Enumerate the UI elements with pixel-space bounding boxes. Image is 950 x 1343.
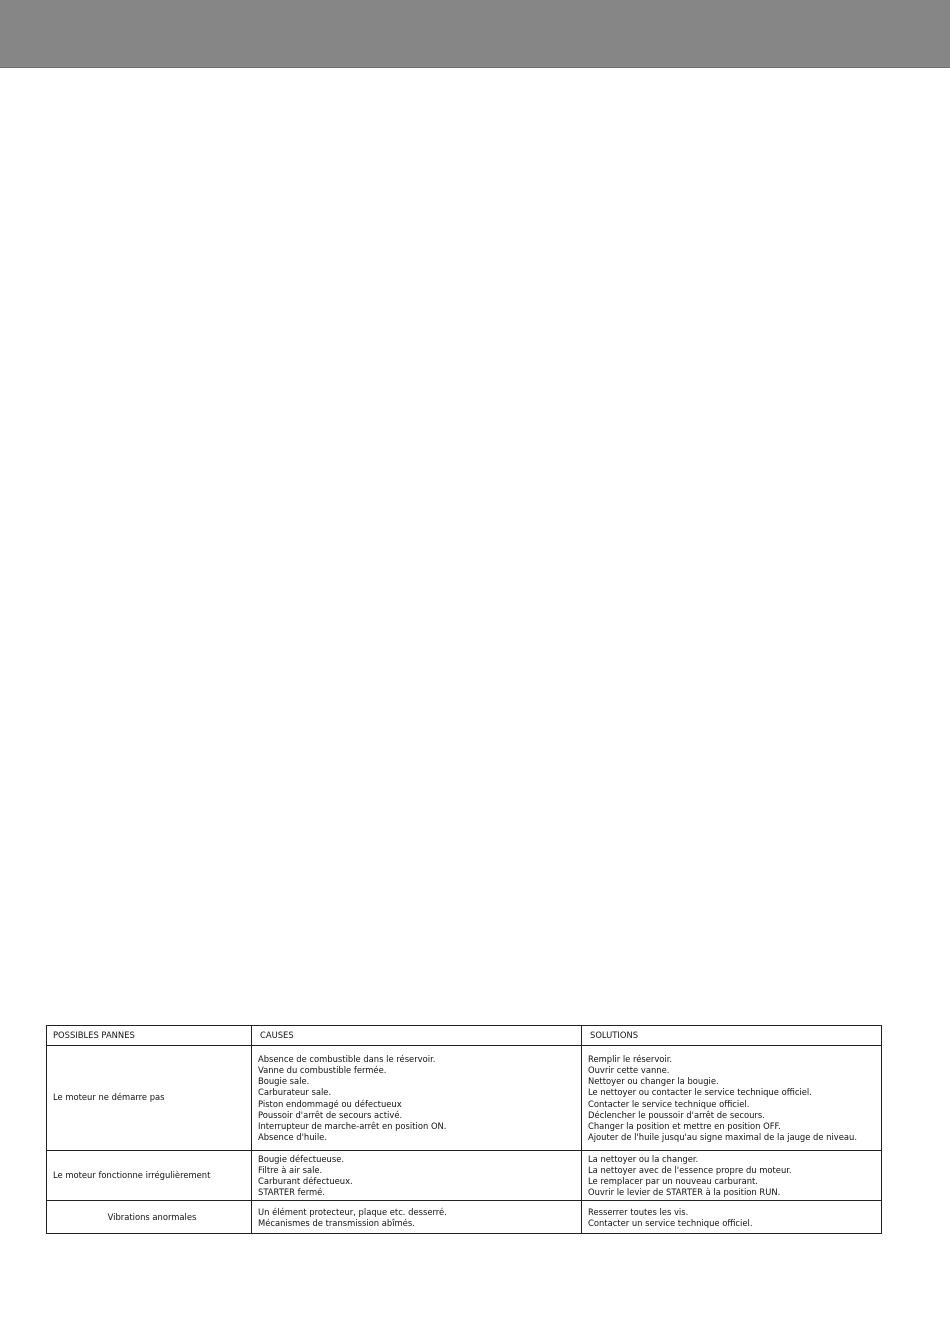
problem-cell: Le moteur ne démarre pas xyxy=(47,1046,252,1151)
solution-line: Changer la position et mettre en position OFF. xyxy=(588,1120,781,1131)
solutions-cell xyxy=(582,1151,882,1201)
solution-line: Contacter un service technique officiel. xyxy=(588,1217,753,1228)
table-header-row xyxy=(47,1026,882,1046)
cause-line: Mécanismes de transmission abîmés. xyxy=(258,1217,415,1228)
cause-line: Un élément protecteur, plaque etc. desserré. xyxy=(258,1206,447,1217)
solution-line: La nettoyer ou la changer. xyxy=(588,1154,699,1164)
header-causes: CAUSES xyxy=(252,1026,582,1046)
cause-line: Vanne du combustible fermée. xyxy=(258,1065,387,1076)
solutions-cell xyxy=(582,1201,882,1234)
cause-line: Piston endommagé ou défectueux xyxy=(258,1098,402,1109)
solution-line: Ouvrir cette vanne. xyxy=(588,1065,670,1076)
troubleshooting-table-container xyxy=(46,1025,881,1234)
header-bar xyxy=(0,0,950,68)
table-row xyxy=(47,1201,882,1234)
solution-line: La nettoyer avec de l'essence propre du moteur. xyxy=(588,1165,792,1176)
cause-line: Absence d'huile. xyxy=(258,1131,327,1142)
cause-line: Bougie sale. xyxy=(258,1076,310,1087)
problem-cell: Le moteur fonctionne irrégulièrement xyxy=(47,1151,252,1201)
cause-line: Carburant défectueux. xyxy=(258,1176,353,1187)
solution-line: Contacter le service technique officiel. xyxy=(588,1098,750,1109)
cause-line: Bougie défectueuse. xyxy=(258,1154,345,1164)
table-row xyxy=(47,1151,882,1201)
causes-cell xyxy=(252,1201,582,1234)
cause-line: Poussoir d'arrêt de secours activé. xyxy=(258,1109,403,1120)
solution-line: Déclencher le poussoir d'arrêt de secours. xyxy=(588,1109,765,1120)
solution-line: Remplir le réservoir. xyxy=(588,1054,673,1065)
troubleshooting-table xyxy=(46,1025,882,1234)
table-row xyxy=(47,1046,882,1151)
solutions-cell xyxy=(582,1046,882,1151)
solution-line: Le nettoyer ou contacter le service technique officiel. xyxy=(588,1087,812,1098)
cause-line: STARTER fermé. xyxy=(258,1187,325,1198)
solution-line: Resserrer toutes les vis. xyxy=(588,1206,689,1217)
solution-line: Ajouter de l'huile jusqu'au signe maximal de la jauge de niveau. xyxy=(588,1131,858,1142)
causes-cell xyxy=(252,1151,582,1201)
header-solutions: SOLUTIONS xyxy=(582,1026,882,1046)
solution-line: Nettoyer ou changer la bougie. xyxy=(588,1076,719,1087)
solution-line: Le remplacer par un nouveau carburant. xyxy=(588,1176,758,1187)
causes-cell xyxy=(252,1046,582,1151)
solution-line: Ouvrir le levier de STARTER à la position RUN. xyxy=(588,1187,781,1198)
cause-line: Absence de combustible dans le réservoir. xyxy=(258,1054,436,1065)
cause-line: Carburateur sale. xyxy=(258,1087,332,1098)
header-possibles-pannes: POSSIBLES PANNES xyxy=(47,1026,252,1046)
cause-line: Interrupteur de marche-arrêt en position ON. xyxy=(258,1120,447,1131)
cause-line: Filtre à air sale. xyxy=(258,1165,323,1176)
problem-cell: Vibrations anormales xyxy=(47,1201,252,1234)
